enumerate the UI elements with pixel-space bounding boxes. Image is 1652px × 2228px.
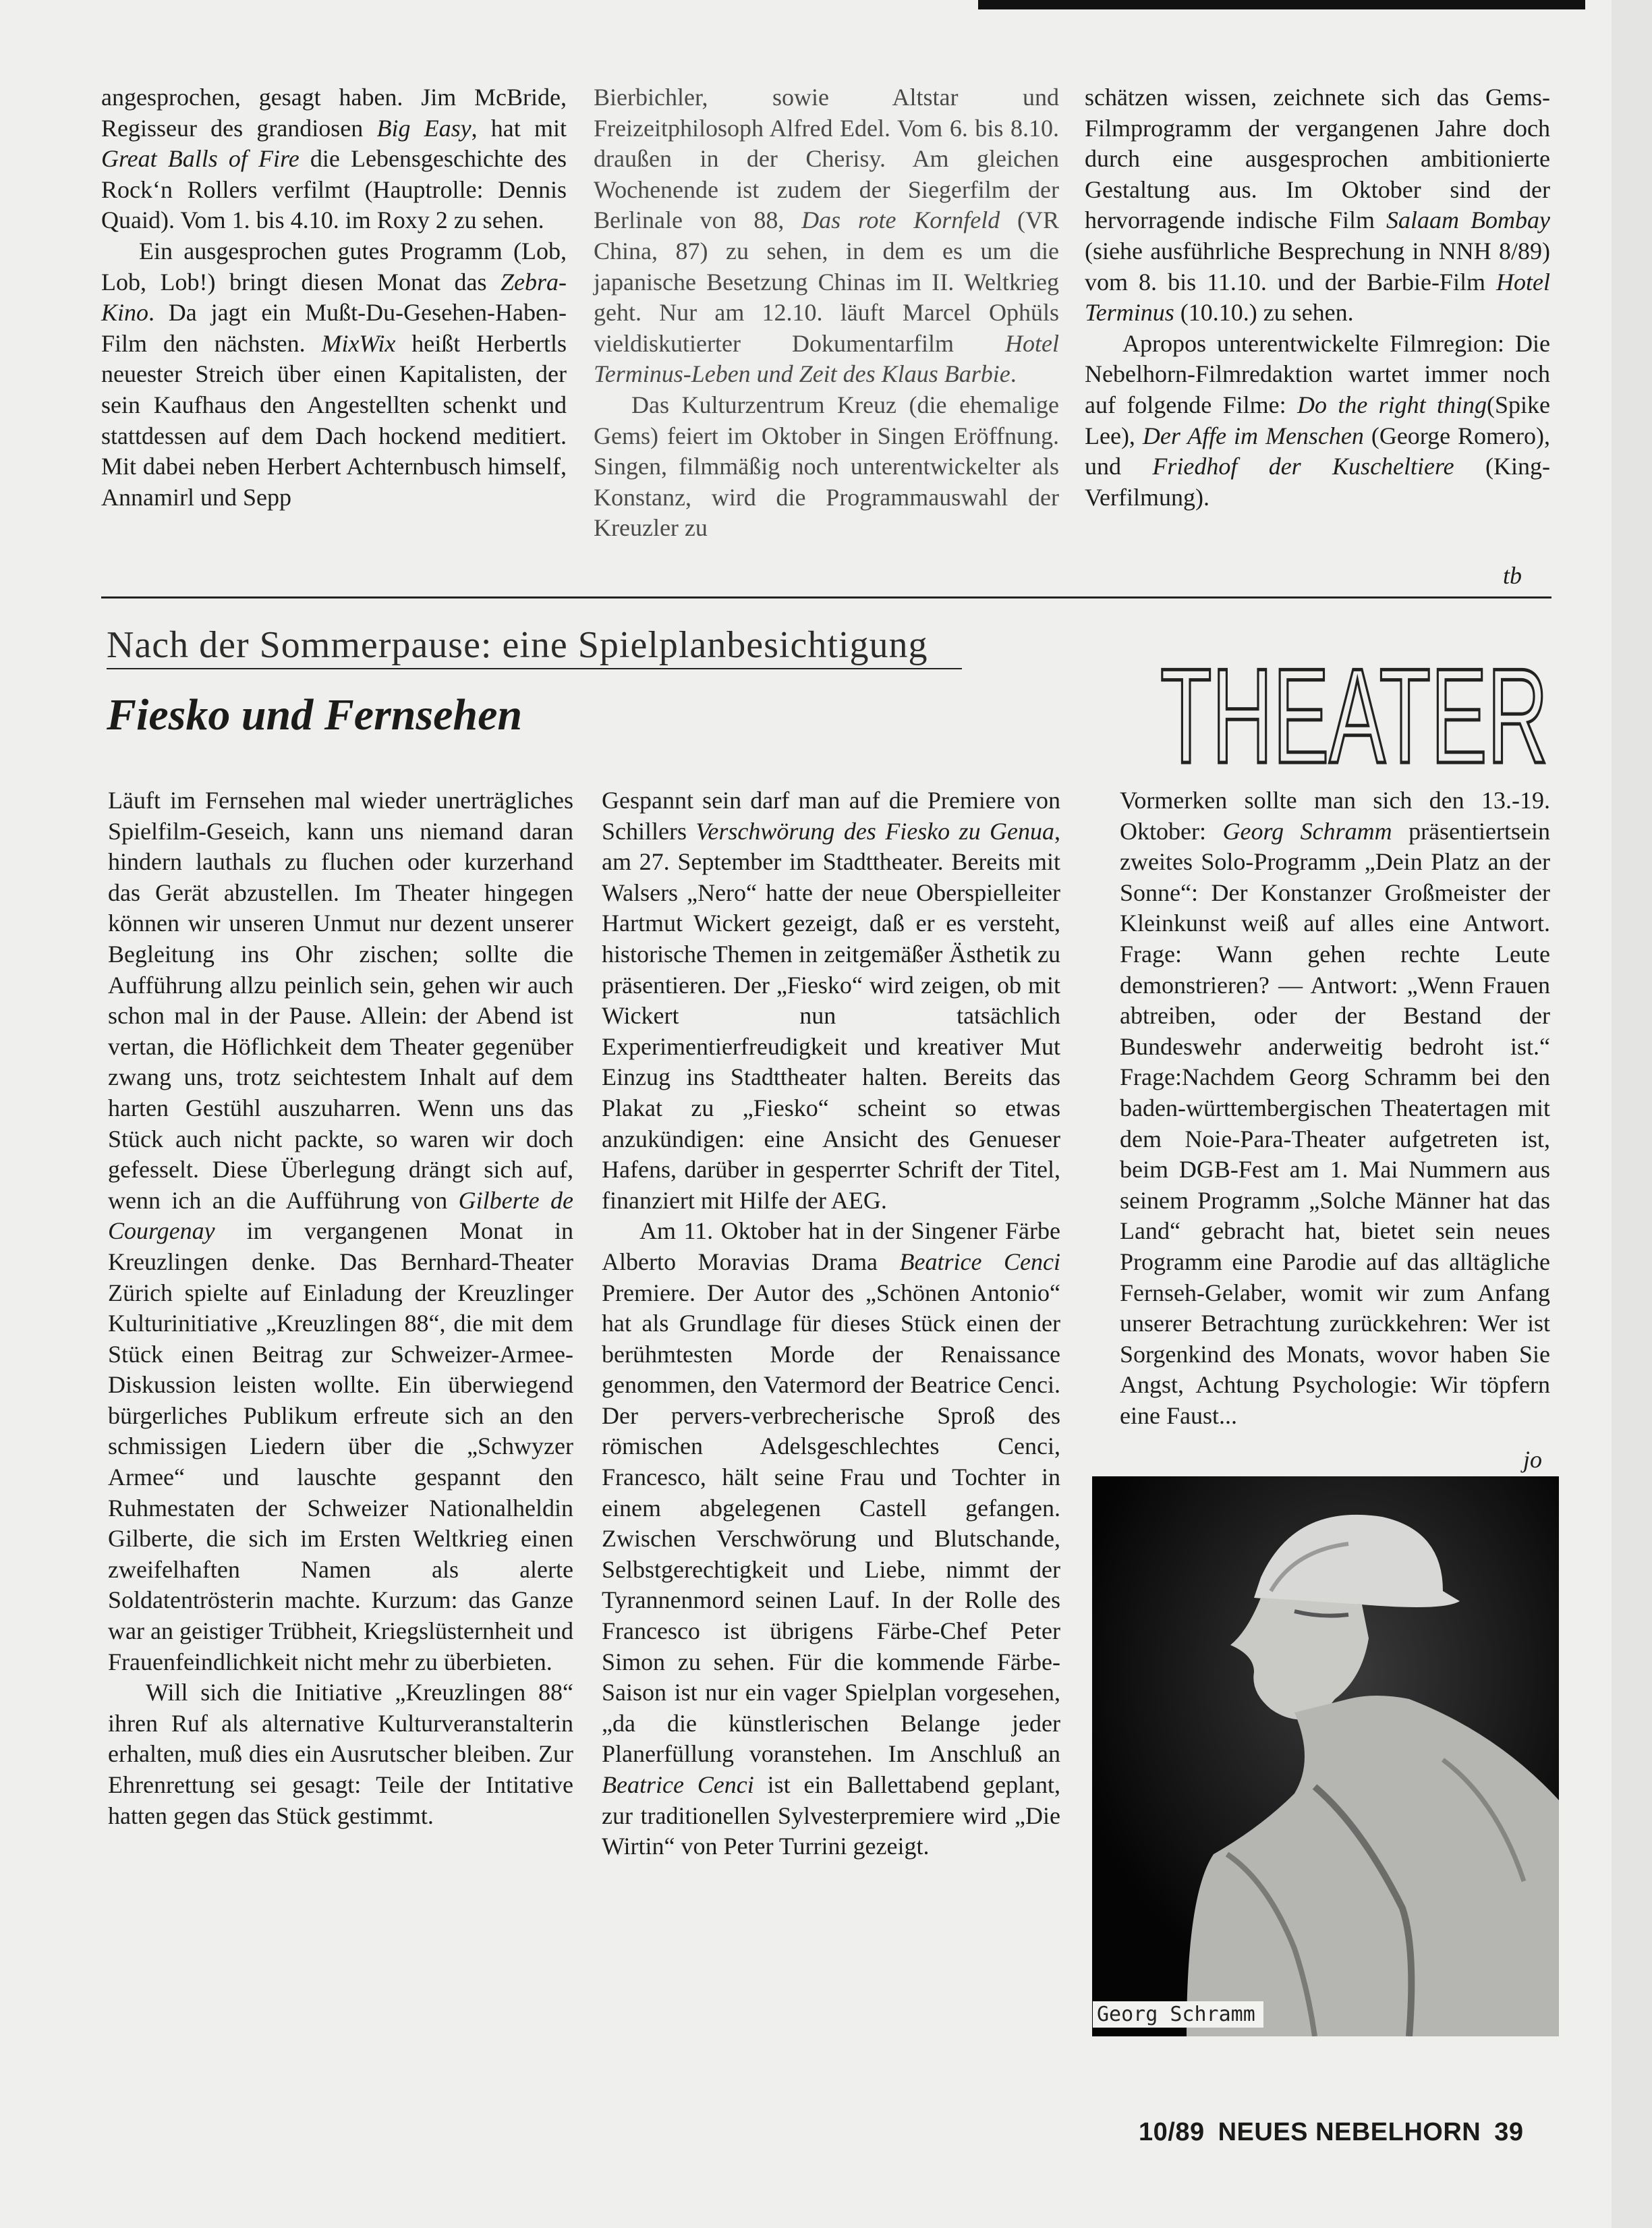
top-edge-bar [978,0,1585,9]
film-signature: tb [1503,562,1522,589]
italic-title-run: Big Easy [376,114,472,142]
text-run: ist ein Ballettabend geplant, zur traditionellen Sylvesterpremiere wird „Die Wirtin“ von Peter Turrini gezeigt. [602,1771,1060,1860]
text-run: Bierbichler, sowie Altstar und Freizeitphilosoph Alfred Edel. Vom 6. bis 8.10. draußen in der Cherisy. Am gleichen Wochenende ist zudem der Siegerfilm der Berlinale von 88, [594,84,1059,234]
paragraph [594,82,1059,390]
article-column-1 [108,785,573,1831]
film-column-2 [594,82,1059,544]
text-run: Premiere. Der Autor des „Schönen Antonio“ hat als Grundlage für dieses Stück einen der berühmtesten Morde der Renaissance genommen, den Vatermord der Beatrice Cenci. Der pervers-verbrecherische Sproß des römischen Adelsgeschlechtes Cenci, Francesco, hält seine Frau und Tochter in einem abgelegenen Castell gefangen. Zwischen Verschwörung und Blutschande, Selbstgerechtigkeit und Liebe, nimmt der Tyrannenmord seinen Lauf. In der Rolle des Francesco ist übrigens Färbe-Chef Peter Simon zu sehen. Für die kommende Färbe-Saison ist nur ein vager Spielplan vorgesehen, „da die künstlerischen Belange jeder Planerfüllung voranstehen. Im Anschluß an [602,1279,1060,1768]
article-signature: jo [1523,1446,1543,1473]
text-run: Läuft im Fernsehen mal wieder unerträgliches Spielfilm-Geseich, kann uns niemand daran hindern lauthals zu fluchen oder kurzerhand das Gerät abzustellen. Im Theater hingegen können wir unseren Unmut nur dezent unserer Begleitung ins Ohr zischen; sollte die Aufführung allzu peinlich sein, gehen wir auch schon mal in der Pause. Allein: der Abend ist vertan, die Höflichkeit dem Theater gegenüber zwang uns, trotz seichtestem Inhalt auf dem harten Gestühl auszuharren. Wenn uns das Stück auch nicht packte, so waren wir doch gefesselt. Diese Überlegung drängt sich auf, wenn ich an die Aufführung von [108,787,573,1214]
article-headline: Fiesko und Fernsehen [107,690,523,740]
italic-title-run: Der Affe im Menschen [1142,422,1364,449]
paragraph [101,236,567,513]
text-run: (Spike Lee), [1085,391,1551,449]
italic-title-run: Great Balls of Fire [101,145,300,173]
theater-label-text: THEATER [1160,641,1548,769]
text-run: Ein ausgesprochen gutes Programm (Lob, Lob, Lob!) bringt diesen Monat das [101,237,567,296]
text-run: (King-Verfilmung). [1085,453,1550,511]
photo-caption: Georg Schramm [1093,2001,1263,2028]
italic-title-run: Salaam Bombay [1386,206,1550,234]
text-run: (siehe ausführliche Besprechung in NNH 8/89) vom 8. bis 11.10. und der Barbie-Film [1085,237,1550,296]
italic-title-run: Verschwörung des Fiesko zu Genua [695,817,1055,845]
text-run: Gespannt sein darf man auf die Premiere von Schillers [602,787,1060,845]
text-run: Apropos unterentwickelte Filmregion: Die Nebelhorn-Filmredaktion wartet immer noch auf folgende Filme: [1085,329,1550,418]
text-run: präsentiertsein zweites Solo-Programm „Dein Platz an der Sonne“: Der Konstanzer Großmeister der Kleinkunst weiß auf alles eine Antwort. Frage: Wann gehen rechte Leute demonstrieren? — Antwort: „Wenn Frauen abtreiben, oder der Bestand der Bundeswehr anderweitig bedroht ist.“ Frage:Nachdem Georg Schramm bei den baden-württembergischen Theatertagen mit dem Noie-Para-Theater aufgetreten ist, beim DGB-Fest am 1. Mai Nummern aus seinem Programm „Solche Männer hat das Land“ gebracht hat, bietet sein neues Programm eine Parodie auf das alltägliche Fernseh-Gelaber, womit wir zum Anfang unserer Betrachtung zurückkehren: Wer ist Sorgenkind des Monats, wovor haben Sie Angst, Achtung Psychologie: Wir töpfern eine Faust... [1120,817,1551,1429]
footer-issue: 10/89 [1139,2118,1205,2146]
paragraph [594,390,1059,544]
article-column-3 [1120,785,1550,1431]
section-divider-rule [101,596,1551,598]
text-run: Will sich die Initiative „Kreuzlingen 88“ ihren Ruf als alternative Kulturveranstalterin erhalten, muß dies ein Ausrutscher bleiben. Zur Ehrenrettung sei gesagt: Teile der Intitative hatten gegen das Stück gestimmt. [108,1679,573,1829]
text-run: , am 27. September im Stadttheater. Bereits mit Walsers „Nero“ hatte der neue Oberspielleiter Hartmut Wickert gezeigt, daß er es versteht, historische Themen in zeitgemäßer Ästhetik zu präsentieren. Der „Fiesko“ wird zeigen, ob mit Wickert nun tatsächlich Experimentierfreudigkeit und kreativer Mut Einzug ins Stadttheater halten. Bereits das Plakat zu „Fiesko“ scheint so etwas anzukündigen: eine Ansicht des Genueser Hafens, darüber in gesperrter Schrift der Titel, finanziert mit Hilfe der AEG. [602,817,1061,1214]
georg-schramm-photo [1092,1476,1559,2036]
text-run: angesprochen, gesagt haben. Jim McBride, Regisseur des grandiosen [101,84,567,142]
italic-title-run: Das rote Kornfeld [801,206,1000,234]
text-run: Am 11. Oktober hat in der Singener Färbe Alberto Moravias Drama [602,1217,1060,1275]
text-run: (10.10.) zu sehen. [1174,299,1354,327]
text-run: im vergangenen Monat in Kreuzlingen denke. Das Bernhard-Theater Zürich spielte auf Einladung der Kreuzlinger Kulturinitiative „Kreuzlingen 88“, die mit dem Stück einen Beitrag zur Schweizer-Armee-Diskussion leisten wollte. Ein überwiegend bürgerliches Publikum erfreute sich an den schmissigen Liedern über die „Schwyzer Armee“ und lauschte gespannt den Ruhmestaten der Schweizer Nationalheldin Gilberte, die sich im Ersten Weltkrieg einen zweifelhaften Namen als alerte Soldatentrösterin machte. Kurzum: das Ganze war an geistiger Trübheit, Kriegslüsternheit und Frauenfeindlichkeit nicht mehr zu überbieten. [108,1217,573,1675]
footer-magazine-name: NEUES NEBELHORN [1218,2118,1481,2146]
film-column-1 [101,82,567,513]
text-run: (George Romero), und [1085,422,1551,480]
footer-page-number: 39 [1494,2118,1524,2146]
italic-title-run: Hotel Terminus-Leben und Zeit des Klaus Barbie [594,329,1059,388]
paragraph [1120,785,1550,1431]
theater-section-label [1160,641,1551,769]
portrait-illustration [1092,1476,1559,2036]
italic-title-run: Beatrice Cenci [899,1248,1060,1275]
text-run: die Lebensgeschichte des Rock‘n Rollers verfilmt (Hauptrolle: Dennis Quaid). Vom 1. bis 4.10. im Roxy 2 zu sehen. [101,145,567,234]
paragraph [602,1216,1060,1862]
text-run: . Da jagt ein Mußt-Du-Gesehen-Haben-Film den nächsten. [101,299,567,357]
italic-title-run: Zebra-Kino [101,268,567,327]
italic-title-run: Hotel Terminus [1085,268,1550,327]
text-run: schätzen wissen, zeichnete sich das Gems-Filmprogramm der vergangenen Jahre doch durch eine ausgesprochen ambitionierte Gestaltung aus. Im Oktober sind der hervorragende indische Film [1085,84,1550,234]
text-run: Vormerken sollte man sich den 13.-19. Oktober: [1120,787,1550,845]
kicker-underline [107,668,962,669]
text-run: , hat mit [471,114,567,142]
italic-title-run: Georg Schramm [1222,817,1392,845]
paragraph [108,1677,573,1831]
italic-title-run: Friedhof der Kuscheltiere [1152,453,1454,480]
page-right-margin [1612,0,1652,2228]
italic-title-run: MixWix [321,329,396,357]
paragraph [101,82,567,236]
paragraph [1085,329,1550,513]
page-footer [1139,2118,1524,2147]
text-run: heißt Herbertls neuester Streich über einen Kapitalisten, der sein Kaufhaus den Angestellten schenkt und stattdessen auf dem Dach hockend meditiert. Mit dabei neben Herbert Achternbusch himself, Annamirl und Sepp [101,329,567,511]
italic-title-run: Gilberte de Courgenay [108,1186,573,1245]
article-column-2 [602,785,1060,1862]
article-kicker: Nach der Sommerpause: eine Spielplanbesichtigung [107,624,928,666]
paragraph [1085,82,1550,329]
paragraph [602,785,1060,1216]
text-run: (VR China, 87) zu sehen, in dem es um die japanische Besetzung Chinas im II. Weltkrieg geht. Nur am 12.10. läuft Marcel Ophüls vieldiskutierter Dokumentarfilm [594,206,1059,357]
paragraph [108,785,573,1677]
film-column-3 [1085,82,1550,513]
text-run: Das Kulturzentrum Kreuz (die ehemalige Gems) feiert im Oktober in Singen Eröffnung. Singen, filmmäßig noch unterentwickelter als Konstanz, wird die Programmauswahl der Kreuzler zu [594,391,1059,542]
italic-title-run: Do the right thing [1297,391,1487,418]
text-run: . [1010,360,1017,388]
italic-title-run: Beatrice Cenci [602,1771,754,1798]
